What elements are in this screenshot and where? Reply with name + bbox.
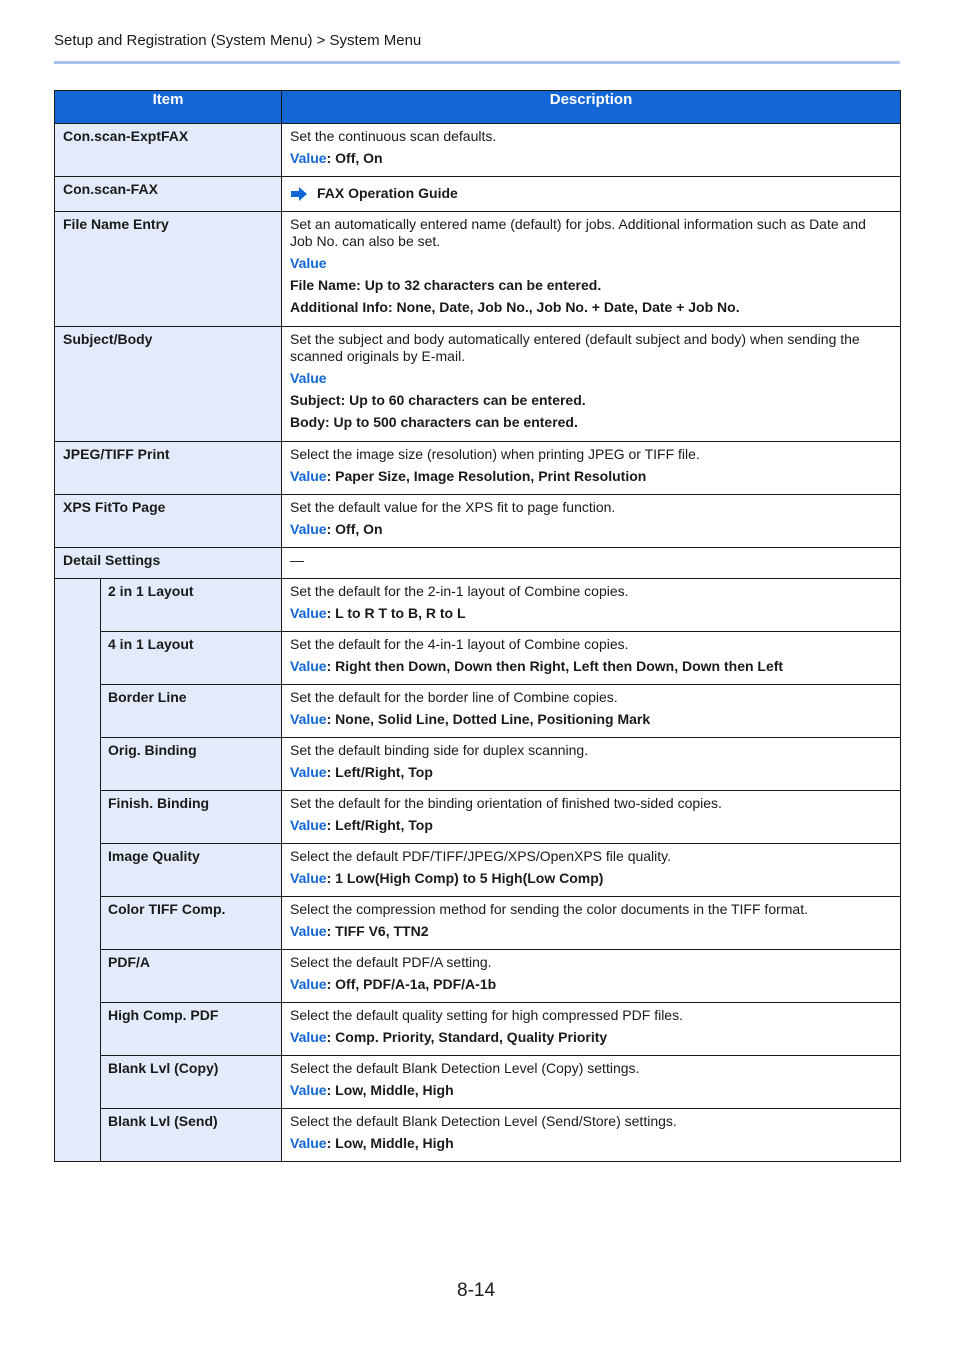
arrow-right-icon bbox=[290, 187, 308, 201]
item-description bbox=[282, 844, 901, 897]
item-description bbox=[282, 738, 901, 791]
item-description bbox=[282, 579, 901, 632]
table-row bbox=[55, 327, 901, 442]
value-label: Value bbox=[290, 764, 327, 780]
table-row bbox=[55, 1056, 901, 1109]
table-row bbox=[55, 579, 901, 632]
value-separator: : bbox=[326, 468, 336, 484]
description-text: Set the default for the border line of Combine copies. bbox=[290, 689, 618, 705]
value-text: Off, On bbox=[335, 150, 383, 166]
value-line bbox=[290, 605, 892, 622]
description-text: Set the default for the 2-in-1 layout of Combine copies. bbox=[290, 583, 629, 599]
table-row bbox=[55, 844, 901, 897]
description-text: Select the compression method for sending the color documents in the TIFF format. bbox=[290, 901, 808, 917]
item-name: Subject/Body bbox=[55, 327, 282, 442]
value-label: Value bbox=[290, 150, 327, 166]
table-row bbox=[55, 950, 901, 1003]
value-separator: : bbox=[326, 923, 336, 939]
sub-item-name: PDF/A bbox=[101, 950, 282, 1003]
item-description bbox=[282, 1003, 901, 1056]
item-description bbox=[282, 897, 901, 950]
sub-item-name: High Comp. PDF bbox=[101, 1003, 282, 1056]
item-name: File Name Entry bbox=[55, 212, 282, 327]
value-separator: : bbox=[326, 605, 336, 621]
value-text: Off, PDF/A-1a, PDF/A-1b bbox=[335, 976, 497, 992]
value-label: Value bbox=[290, 605, 327, 621]
description-text: Set the default value for the XPS fit to page function. bbox=[290, 499, 616, 515]
value-text: Low, Middle, High bbox=[335, 1082, 454, 1098]
table-row bbox=[55, 791, 901, 844]
value-text: None, Solid Line, Dotted Line, Positioning Mark bbox=[335, 711, 651, 727]
value-heading: Value bbox=[290, 255, 327, 271]
value-label: Value bbox=[290, 923, 327, 939]
table-row bbox=[55, 1003, 901, 1056]
description-text: Set the default for the 4-in-1 layout of Combine copies. bbox=[290, 636, 629, 652]
column-header-item: Item bbox=[55, 91, 282, 124]
indent-cell bbox=[55, 579, 101, 1162]
value-label: Value bbox=[290, 468, 327, 484]
sub-item-name: 2 in 1 Layout bbox=[101, 579, 282, 632]
value-text: TIFF V6, TTN2 bbox=[335, 923, 429, 939]
value-label: Value bbox=[290, 1082, 327, 1098]
description-text: Set the continuous scan defaults. bbox=[290, 128, 497, 144]
sub-item-name: Blank Lvl (Send) bbox=[101, 1109, 282, 1162]
value-line bbox=[290, 658, 892, 675]
value-line bbox=[290, 764, 892, 781]
item-description bbox=[282, 212, 901, 327]
item-description bbox=[282, 1109, 901, 1162]
value-text: Comp. Priority, Standard, Quality Priority bbox=[335, 1029, 608, 1045]
value-label: Value bbox=[290, 711, 327, 727]
item-description bbox=[282, 495, 901, 548]
column-header-description: Description bbox=[282, 91, 901, 124]
table-row bbox=[55, 177, 901, 212]
table-row bbox=[55, 897, 901, 950]
item-description bbox=[282, 632, 901, 685]
value-label: Value bbox=[290, 1029, 327, 1045]
item-description bbox=[282, 442, 901, 495]
value-line bbox=[290, 817, 892, 834]
description-text: Select the default PDF/A setting. bbox=[290, 954, 492, 970]
value-separator: : bbox=[326, 1029, 336, 1045]
breadcrumb: Setup and Registration (System Menu) > System Menu bbox=[54, 32, 422, 49]
value-text: Left/Right, Top bbox=[335, 817, 433, 833]
sub-item-name: Image Quality bbox=[101, 844, 282, 897]
value-separator: : bbox=[326, 521, 336, 537]
value-text: Body: Up to 500 characters can be entered. bbox=[290, 414, 578, 430]
value-line bbox=[290, 711, 892, 728]
value-line bbox=[290, 870, 892, 887]
item-description bbox=[282, 548, 901, 579]
value-line bbox=[290, 1135, 892, 1152]
table-row bbox=[55, 738, 901, 791]
value-separator: : bbox=[326, 658, 336, 674]
header-divider bbox=[54, 61, 900, 64]
value-text: Paper Size, Image Resolution, Print Resolution bbox=[335, 468, 647, 484]
table-row bbox=[55, 1109, 901, 1162]
description-text: — bbox=[290, 552, 304, 568]
value-label: Value bbox=[290, 521, 327, 537]
description-text: Select the default Blank Detection Level (Copy) settings. bbox=[290, 1060, 640, 1076]
table-row bbox=[55, 442, 901, 495]
value-separator: : bbox=[326, 764, 336, 780]
description-text: Select the image size (resolution) when printing JPEG or TIFF file. bbox=[290, 446, 700, 462]
value-text: L to R T to B, R to L bbox=[335, 605, 466, 621]
table-row bbox=[55, 495, 901, 548]
item-description bbox=[282, 950, 901, 1003]
item-description bbox=[282, 177, 901, 212]
value-separator: : bbox=[326, 1082, 336, 1098]
sub-item-name: Blank Lvl (Copy) bbox=[101, 1056, 282, 1109]
value-label: Value bbox=[290, 870, 327, 886]
table-row bbox=[55, 124, 901, 177]
page-number: 8-14 bbox=[457, 1280, 496, 1301]
value-separator: : bbox=[326, 150, 336, 166]
value-text: Off, On bbox=[335, 521, 383, 537]
item-description bbox=[282, 327, 901, 442]
item-description bbox=[282, 124, 901, 177]
item-description bbox=[282, 685, 901, 738]
item-description bbox=[282, 1056, 901, 1109]
value-separator: : bbox=[326, 870, 336, 886]
value-line bbox=[290, 468, 892, 485]
value-text: Additional Info: None, Date, Job No., Job No. + Date, Date + Job No. bbox=[290, 299, 740, 315]
value-separator: : bbox=[326, 817, 336, 833]
value-text: Subject: Up to 60 characters can be entered. bbox=[290, 392, 586, 408]
value-text: 1 Low(High Comp) to 5 High(Low Comp) bbox=[335, 870, 604, 886]
value-text: Low, Middle, High bbox=[335, 1135, 454, 1151]
description-text: Set the default binding side for duplex scanning. bbox=[290, 742, 589, 758]
value-separator: : bbox=[326, 711, 336, 727]
value-line bbox=[290, 923, 892, 940]
table-row bbox=[55, 548, 901, 579]
table-row bbox=[55, 685, 901, 738]
description-text: Select the default quality setting for high compressed PDF files. bbox=[290, 1007, 683, 1023]
value-text: File Name: Up to 32 characters can be entered. bbox=[290, 277, 602, 293]
value-heading: Value bbox=[290, 370, 327, 386]
description-text: Set an automatically entered name (default) for jobs. Additional information such as Date and Job No. can also be set. bbox=[290, 216, 866, 249]
value-line bbox=[290, 150, 892, 167]
item-name: JPEG/TIFF Print bbox=[55, 442, 282, 495]
item-name: Con.scan-ExptFAX bbox=[55, 124, 282, 177]
reference-link-text[interactable]: FAX Operation Guide bbox=[317, 185, 458, 201]
value-text: Left/Right, Top bbox=[335, 764, 433, 780]
sub-item-name: Finish. Binding bbox=[101, 791, 282, 844]
description-text: Set the subject and body automatically entered (default subject and body) when sending the scanned originals by E-mail. bbox=[290, 331, 860, 364]
sub-item-name: Color TIFF Comp. bbox=[101, 897, 282, 950]
value-line bbox=[290, 1082, 892, 1099]
description-text: Select the default PDF/TIFF/JPEG/XPS/OpenXPS file quality. bbox=[290, 848, 672, 864]
reference-link[interactable] bbox=[290, 181, 892, 202]
value-line bbox=[290, 976, 892, 993]
value-text: Right then Down, Down then Right, Left then Down, Down then Left bbox=[335, 658, 784, 674]
item-name: Detail Settings bbox=[55, 548, 282, 579]
sub-item-name: 4 in 1 Layout bbox=[101, 632, 282, 685]
table-row bbox=[55, 632, 901, 685]
value-separator: : bbox=[326, 1135, 336, 1151]
value-label: Value bbox=[290, 658, 327, 674]
description-text: Select the default Blank Detection Level (Send/Store) settings. bbox=[290, 1113, 677, 1129]
item-description bbox=[282, 791, 901, 844]
description-text: Set the default for the binding orientation of finished two-sided copies. bbox=[290, 795, 722, 811]
table-row bbox=[55, 212, 901, 327]
item-name: Con.scan-FAX bbox=[55, 177, 282, 212]
settings-table bbox=[54, 90, 901, 1162]
value-separator: : bbox=[326, 976, 336, 992]
sub-item-name: Border Line bbox=[101, 685, 282, 738]
item-name: XPS FitTo Page bbox=[55, 495, 282, 548]
value-label: Value bbox=[290, 817, 327, 833]
value-line bbox=[290, 1029, 892, 1046]
sub-item-name: Orig. Binding bbox=[101, 738, 282, 791]
value-label: Value bbox=[290, 1135, 327, 1151]
table-header-row bbox=[55, 91, 901, 124]
value-line bbox=[290, 521, 892, 538]
value-label: Value bbox=[290, 976, 327, 992]
